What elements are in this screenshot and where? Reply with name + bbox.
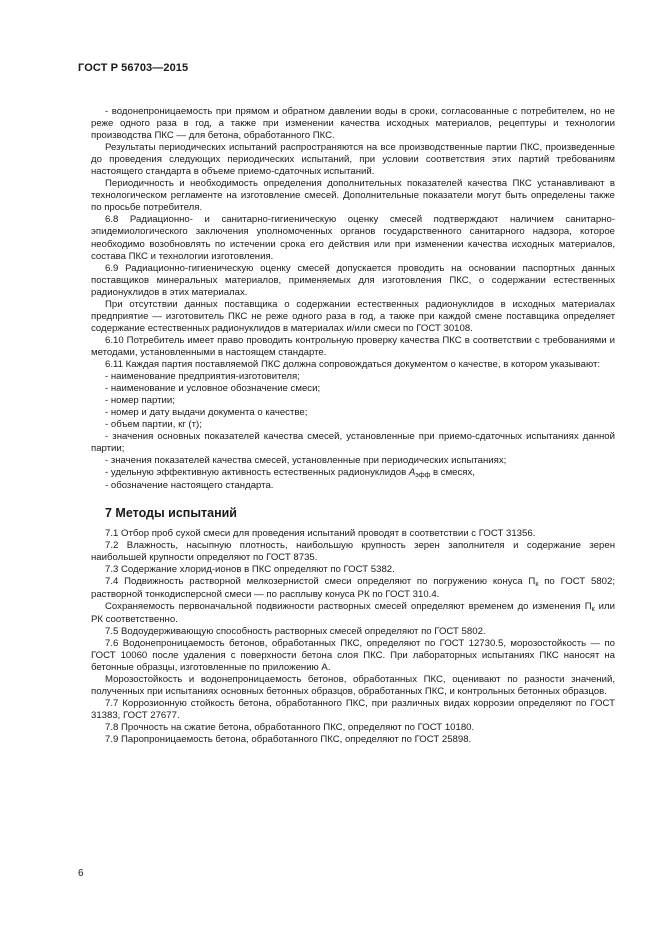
document-header: ГОСТ Р 56703—2015 <box>78 62 189 74</box>
list-item: - значения основных показателей качества смесей, установленные при приемо-сдаточных испытаниях данной партии; <box>91 431 615 455</box>
activity-subscript: эфф <box>415 472 431 480</box>
p74-text-end: по ГОСТ 5802; растворной тонкодисперсной смеси — по расплыву конуса РК по ГОСТ 310.4. <box>91 575 616 600</box>
paragraph-7-1: 7.1 Отбор проб сухой смеси для проведения испытаний проводят в соответствии с ГОСТ 31356. <box>105 527 536 539</box>
paragraph: Периодичность и необходимость определения дополнительных показателей качества ПКС устанавливают в технологическом регламенте на изготовление смесей. Дополнительные показатели могут быть определены также по просьбе потребителя. <box>91 178 615 214</box>
paragraph: Морозостойкость и водонепроницаемость бетонов, обработанных ПКС, оценивают по разности значений, полученных при испытаниях основных бетонных образцов, обработанных ПКС, и контрольных бетонных образцов. <box>91 674 615 698</box>
list-item: - номер партии; <box>105 395 175 407</box>
paragraph-6-11: 6.11 Каждая партия поставляемой ПКС должна сопровождаться документом о качестве, в котором указывают: <box>105 358 601 370</box>
page-body <box>91 106 615 746</box>
paragraph-6-8: 6.8 Радиационно- и санитарно-гигиеническую оценку смесей подтверждают наличием санитарно-эпидемиологического заключения уполномоченных органов государственного санитарного надзора, которое необходимо возобновлять по истечении срока его действия или при изменении качества исходных материалов, состава ПКС и технологии изготовления. <box>91 214 615 262</box>
list-item: - наименование предприятия-изготовителя; <box>105 371 300 383</box>
retention-text: Сохраняемость первоначальной подвижности растворных смесей определяют временем до изменения П <box>105 600 592 612</box>
activity-symbol: A <box>408 467 416 479</box>
paragraph-7-9: 7.9 Паропроницаемость бетона, обработанного ПКС, определяют по ГОСТ 25898. <box>105 734 472 746</box>
retention-text-end: или РК соответственно. <box>91 600 615 625</box>
list-item: - обозначение настоящего стандарта. <box>105 480 274 492</box>
retention-subscript: к <box>591 605 595 613</box>
paragraph: При отсутствии данных поставщика о содержании естественных радионуклидов в исходных материалах предприятие — изготовитель ПКС не реже одного раза в год, а также при каждой смене поставщика определяет содержание естественных радионуклидов в материалах и/или смеси по ГОСТ 30108. <box>91 298 615 334</box>
page-number: 6 <box>78 868 84 879</box>
paragraph-retention <box>91 601 615 626</box>
paragraph-6-9: 6.9 Радиационно-гигиеническую оценку смесей допускается проводить на основании паспортных данных поставщиков минеральных материалов, применяемых для изготовления ПКС, о содержании естественных радионуклидов в этих материалах. <box>91 262 615 298</box>
paragraph-7-2: 7.2 Влажность, насыпную плотность, наибольшую крупность зерен заполнителя и содержание зерен наибольшей крупности определяют по ГОСТ 8735. <box>91 539 615 563</box>
list-item: - значения показателей качества смесей, установленные при периодических испытаниях; <box>105 455 507 467</box>
activity-text: - удельную эффективную активность естественных радионуклидов <box>105 467 409 479</box>
paragraph-7-3: 7.3 Содержание хлорид-ионов в ПКС определяют по ГОСТ 5382. <box>105 563 395 575</box>
paragraph-7-7: 7.7 Коррозионную стойкость бетона, обработанного ПКС, при различных видах коррозии определяют по ГОСТ 31383, ГОСТ 27677. <box>91 698 615 722</box>
paragraph-6-10: 6.10 Потребитель имеет право проводить контрольную проверку качества ПКС в соответствии с требованиями и методами, установленными в настоящем стандарте. <box>91 334 615 358</box>
list-item: - объем партии, кг (т); <box>105 419 202 431</box>
paragraph-7-8: 7.8 Прочность на сжатие бетона, обработанного ПКС, определяют по ГОСТ 10180. <box>105 722 475 734</box>
activity-text-end: в смесях, <box>430 467 475 479</box>
section-title: 7 Методы испытаний <box>105 505 237 520</box>
p74-subscript: к <box>535 580 539 588</box>
paragraph: Результаты периодических испытаний распространяются на все производственные партии ПКС, произведенные до проведения следующих периодических испытаний, при условии соответствия этих партий требованиям настоящего стандарта в объеме приемо-сдаточных испытаний. <box>91 142 615 178</box>
paragraph: - водонепроницаемость при прямом и обратном давлении воды в сроки, согласованные с потребителем, но не реже одного раза в год, а также при изменении качества исходных материалов, рецептуры и технологии производства ПКС — для бетона, обработанного ПКС. <box>91 106 615 142</box>
p74-text: 7.4 Подвижность растворной мелкозернистой смеси определяют по погружению конуса П <box>105 575 536 587</box>
list-item-activity <box>91 467 615 480</box>
list-item: - номер и дату выдачи документа о качестве; <box>105 407 308 419</box>
list-item: - наименование и условное обозначение смеси; <box>105 383 321 395</box>
paragraph-7-6: 7.6 Водонепроницаемость бетонов, обработанных ПКС, определяют по ГОСТ 12730.5, морозостойкость — по ГОСТ 10060 после удаления с поверхности бетона слоя ПКС. При лабораторных испытаниях ПКС наносят на бетонные образцы, изготовленные по приложению А. <box>91 637 615 674</box>
paragraph-7-5: 7.5 Водоудерживающую способность растворных смесей определяют по ГОСТ 5802. <box>105 625 486 637</box>
paragraph-7-4 <box>91 576 615 601</box>
